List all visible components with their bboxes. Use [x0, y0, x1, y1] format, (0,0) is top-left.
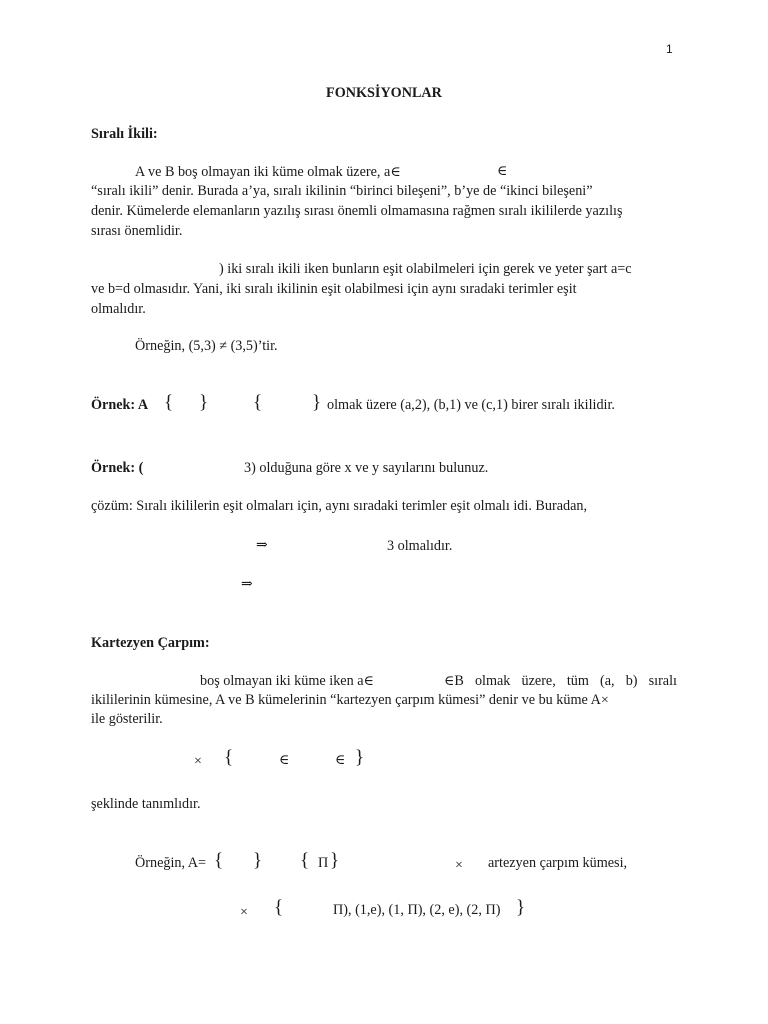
kartezyen-text: ikililerinin kümesine, A ve B kümelerinin “kartezyen çarpım kümesi” denir ve bu küme A [91, 692, 601, 708]
element-of-symbol: ∈ [497, 164, 508, 179]
brace-close: } [330, 850, 340, 871]
brace-open: { [274, 897, 284, 918]
implies-symbol: ⇒ [241, 577, 253, 592]
brace-open: { [300, 850, 310, 871]
ornek1-text: olmak üzere (a,2), (b,1) ve (c,1) birer sıralı ikilidir. [327, 397, 615, 413]
paragraph-line: sırası önemlidir. [91, 223, 183, 239]
section-heading-sirali-ikili: Sıralı İkili: [91, 126, 158, 142]
kartezyen-line2 [91, 690, 609, 711]
times-symbol: × [455, 858, 463, 873]
brace-open: { [224, 747, 234, 768]
sirali-ikili-intro [135, 162, 401, 183]
paragraph-line: denir. Kümelerde elemanların yazılış sırası önemli olmamasına rağmen sıralı ikililerde yazılış [91, 203, 623, 219]
element-of-symbol: ∈ [444, 674, 455, 689]
ornek2-text: 3) olduğuna göre x ve y sayılarını bulunuz. [244, 460, 489, 476]
equality-paragraph [91, 279, 677, 319]
implies-symbol: ⇒ [256, 538, 268, 553]
kartezyen-line3: ile gösterilir. [91, 711, 163, 727]
solution-text: çözüm: Sıralı ikililerin eşit olmaları için, aynı sıradaki terimler eşit olmalı idi. Buradan, [91, 498, 588, 514]
kartezyen-example-tail: artezyen çarpım kümesi, [488, 855, 628, 871]
paragraph-line: “sıralı ikili” denir. Burada a’ya, sıralı ikilinin “birinci bileşeni”, b’ye de “ikinci bileşeni” [91, 183, 593, 199]
brace-open: { [253, 392, 263, 413]
times-symbol: × [194, 754, 202, 769]
times-symbol: × [600, 693, 609, 708]
element-of-symbol: ∈ [390, 165, 401, 180]
section-heading-kartezyen: Kartezyen Çarpım: [91, 635, 210, 651]
definition-suffix: şeklinde tanımlıdır. [91, 796, 201, 812]
pi-symbol: Π [318, 855, 329, 871]
paragraph-line: olmalıdır. [91, 301, 146, 317]
sirali-ikili-paragraph [91, 181, 677, 241]
element-of-symbol: ∈ [279, 753, 290, 768]
element-of-symbol: ∈ [363, 674, 374, 689]
example-prefix: Örneğin, (5,3) [135, 338, 220, 354]
brace-close: } [199, 392, 209, 413]
equality-line-1: ) iki sıralı ikili iken bunların eşit olabilmeleri için gerek ve yeter şart a=c [219, 261, 632, 277]
ornek-label: Örnek: A [91, 397, 149, 413]
brace-close: } [253, 850, 263, 871]
page-number: 1 [666, 42, 673, 56]
page-title: FONKSİYONLAR [326, 85, 442, 101]
brace-close: } [516, 897, 526, 918]
kartezyen-text: boş olmayan iki küme iken a [200, 673, 364, 689]
brace-open: { [164, 392, 174, 413]
order-example [135, 336, 278, 357]
solution-result: 3 olmalıdır. [387, 538, 453, 554]
brace-open: { [214, 850, 224, 871]
kartezyen-text: B olmak üzere, tüm (a, b) sıralı [454, 673, 677, 689]
not-equal-symbol: ≠ [219, 339, 228, 354]
kartezyen-result-tail: Π), (1,e), (1, Π), (2, e), (2, Π) [333, 902, 501, 918]
example-suffix: (3,5)’tir. [227, 338, 278, 354]
kartezyen-line1-b [444, 671, 677, 692]
brace-close: } [355, 747, 365, 768]
kartezyen-line1-a [200, 671, 374, 692]
intro-text: A ve B boş olmayan iki küme olmak üzere, a [135, 164, 391, 180]
element-of-symbol: ∈ [335, 753, 346, 768]
ornek-label: Örnek: ( [91, 460, 144, 476]
times-symbol: × [240, 905, 248, 920]
paragraph-line: ve b=d olmasıdır. Yani, iki sıralı ikilinin eşit olabilmesi için aynı sıradaki terimler eşit [91, 281, 577, 297]
kartezyen-example-prefix: Örneğin, A= [135, 855, 207, 871]
brace-close: } [312, 392, 322, 413]
